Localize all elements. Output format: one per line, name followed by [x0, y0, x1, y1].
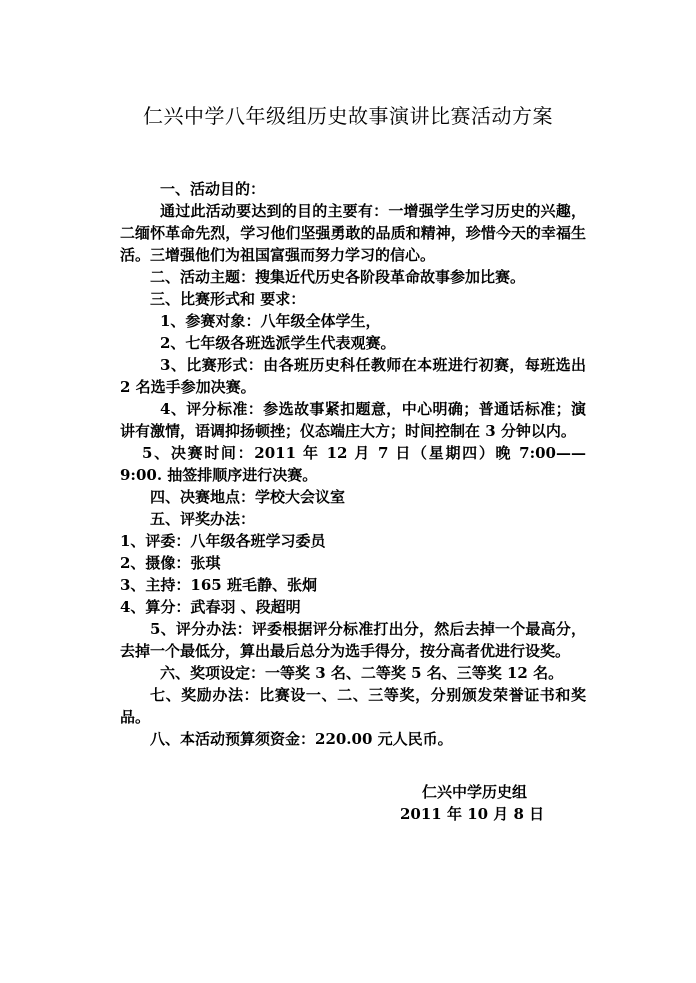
- format-item-competition-form: 3、比赛形式：由各班历史科任教师在本班进行初赛，每班选出 2 名选手参加决赛。: [120, 356, 586, 396]
- format-item-participants: 1、参赛对象：八年级全体学生，: [160, 312, 381, 330]
- document-title: 仁兴中学八年级组历史故事演讲比赛活动方案: [143, 104, 553, 128]
- award-item-camera: 2、摄像：张琪: [120, 554, 221, 572]
- award-item-host: 3、主持：165 班毛静、张炯: [120, 576, 317, 594]
- section-award-method-heading: 五、评奖办法：: [150, 510, 256, 528]
- section-theme: 二、活动主题：搜集近代历史各阶段革命故事参加比赛。: [150, 268, 526, 286]
- award-item-scoring-method: 5、评分办法：评委根据评分标准打出分，然后去掉一个最高分，去掉一个最低分，算出最后总分为选手得分，按分高者优进行设奖。: [120, 620, 586, 660]
- signature-date: 2011 年 10 月 8 日: [400, 805, 545, 823]
- section-venue: 四、决赛地点：学校大会议室: [150, 488, 346, 506]
- section-rewards: 七、奖励办法：比赛设一、二、三等奖，分别颁发荣誉证书和奖品。: [120, 686, 586, 726]
- document-body: [120, 178, 586, 750]
- format-item-audience: 2、七年级各班选派学生代表观赛。: [160, 334, 396, 352]
- section-purpose-text: 通过此活动要达到的目的主要有：一增强学生学习历史的兴趣，二缅怀革命先烈，学习他们坚强勇敢的品质和精神，珍惜今天的幸福生活。三增强他们为祖国富强而努力学习的信心。: [120, 202, 586, 264]
- section-purpose-heading: 一、活动目的：: [160, 180, 266, 198]
- format-item-scoring-standard: 4、评分标准：参选故事紧扣题意，中心明确；普通话标准；演讲有激情，语调抑扬顿挫；仪态端庄大方；时间控制在 3 分钟以内。: [120, 400, 586, 440]
- award-item-scorers: 4、算分：武春羽 、段超明: [120, 598, 301, 616]
- section-prize-setup: 六、奖项设定：一等奖 3 名、二等奖 5 名、三等奖 12 名。: [160, 664, 564, 682]
- section-format-heading: 三、比赛形式和 要求：: [150, 290, 306, 308]
- format-item-final-time: 5、决赛时间：2011 年 12 月 7 日（星期四）晚 7:00——9:00. 抽签排顺序进行决赛。: [120, 444, 586, 484]
- section-budget: 八、本活动预算须资金：220.00 元人民币。: [150, 730, 453, 748]
- award-item-judges: 1、评委：八年级各班学习委员: [120, 532, 326, 550]
- signature-organization: 仁兴中学历史组: [422, 783, 528, 801]
- signature-block: [400, 781, 560, 825]
